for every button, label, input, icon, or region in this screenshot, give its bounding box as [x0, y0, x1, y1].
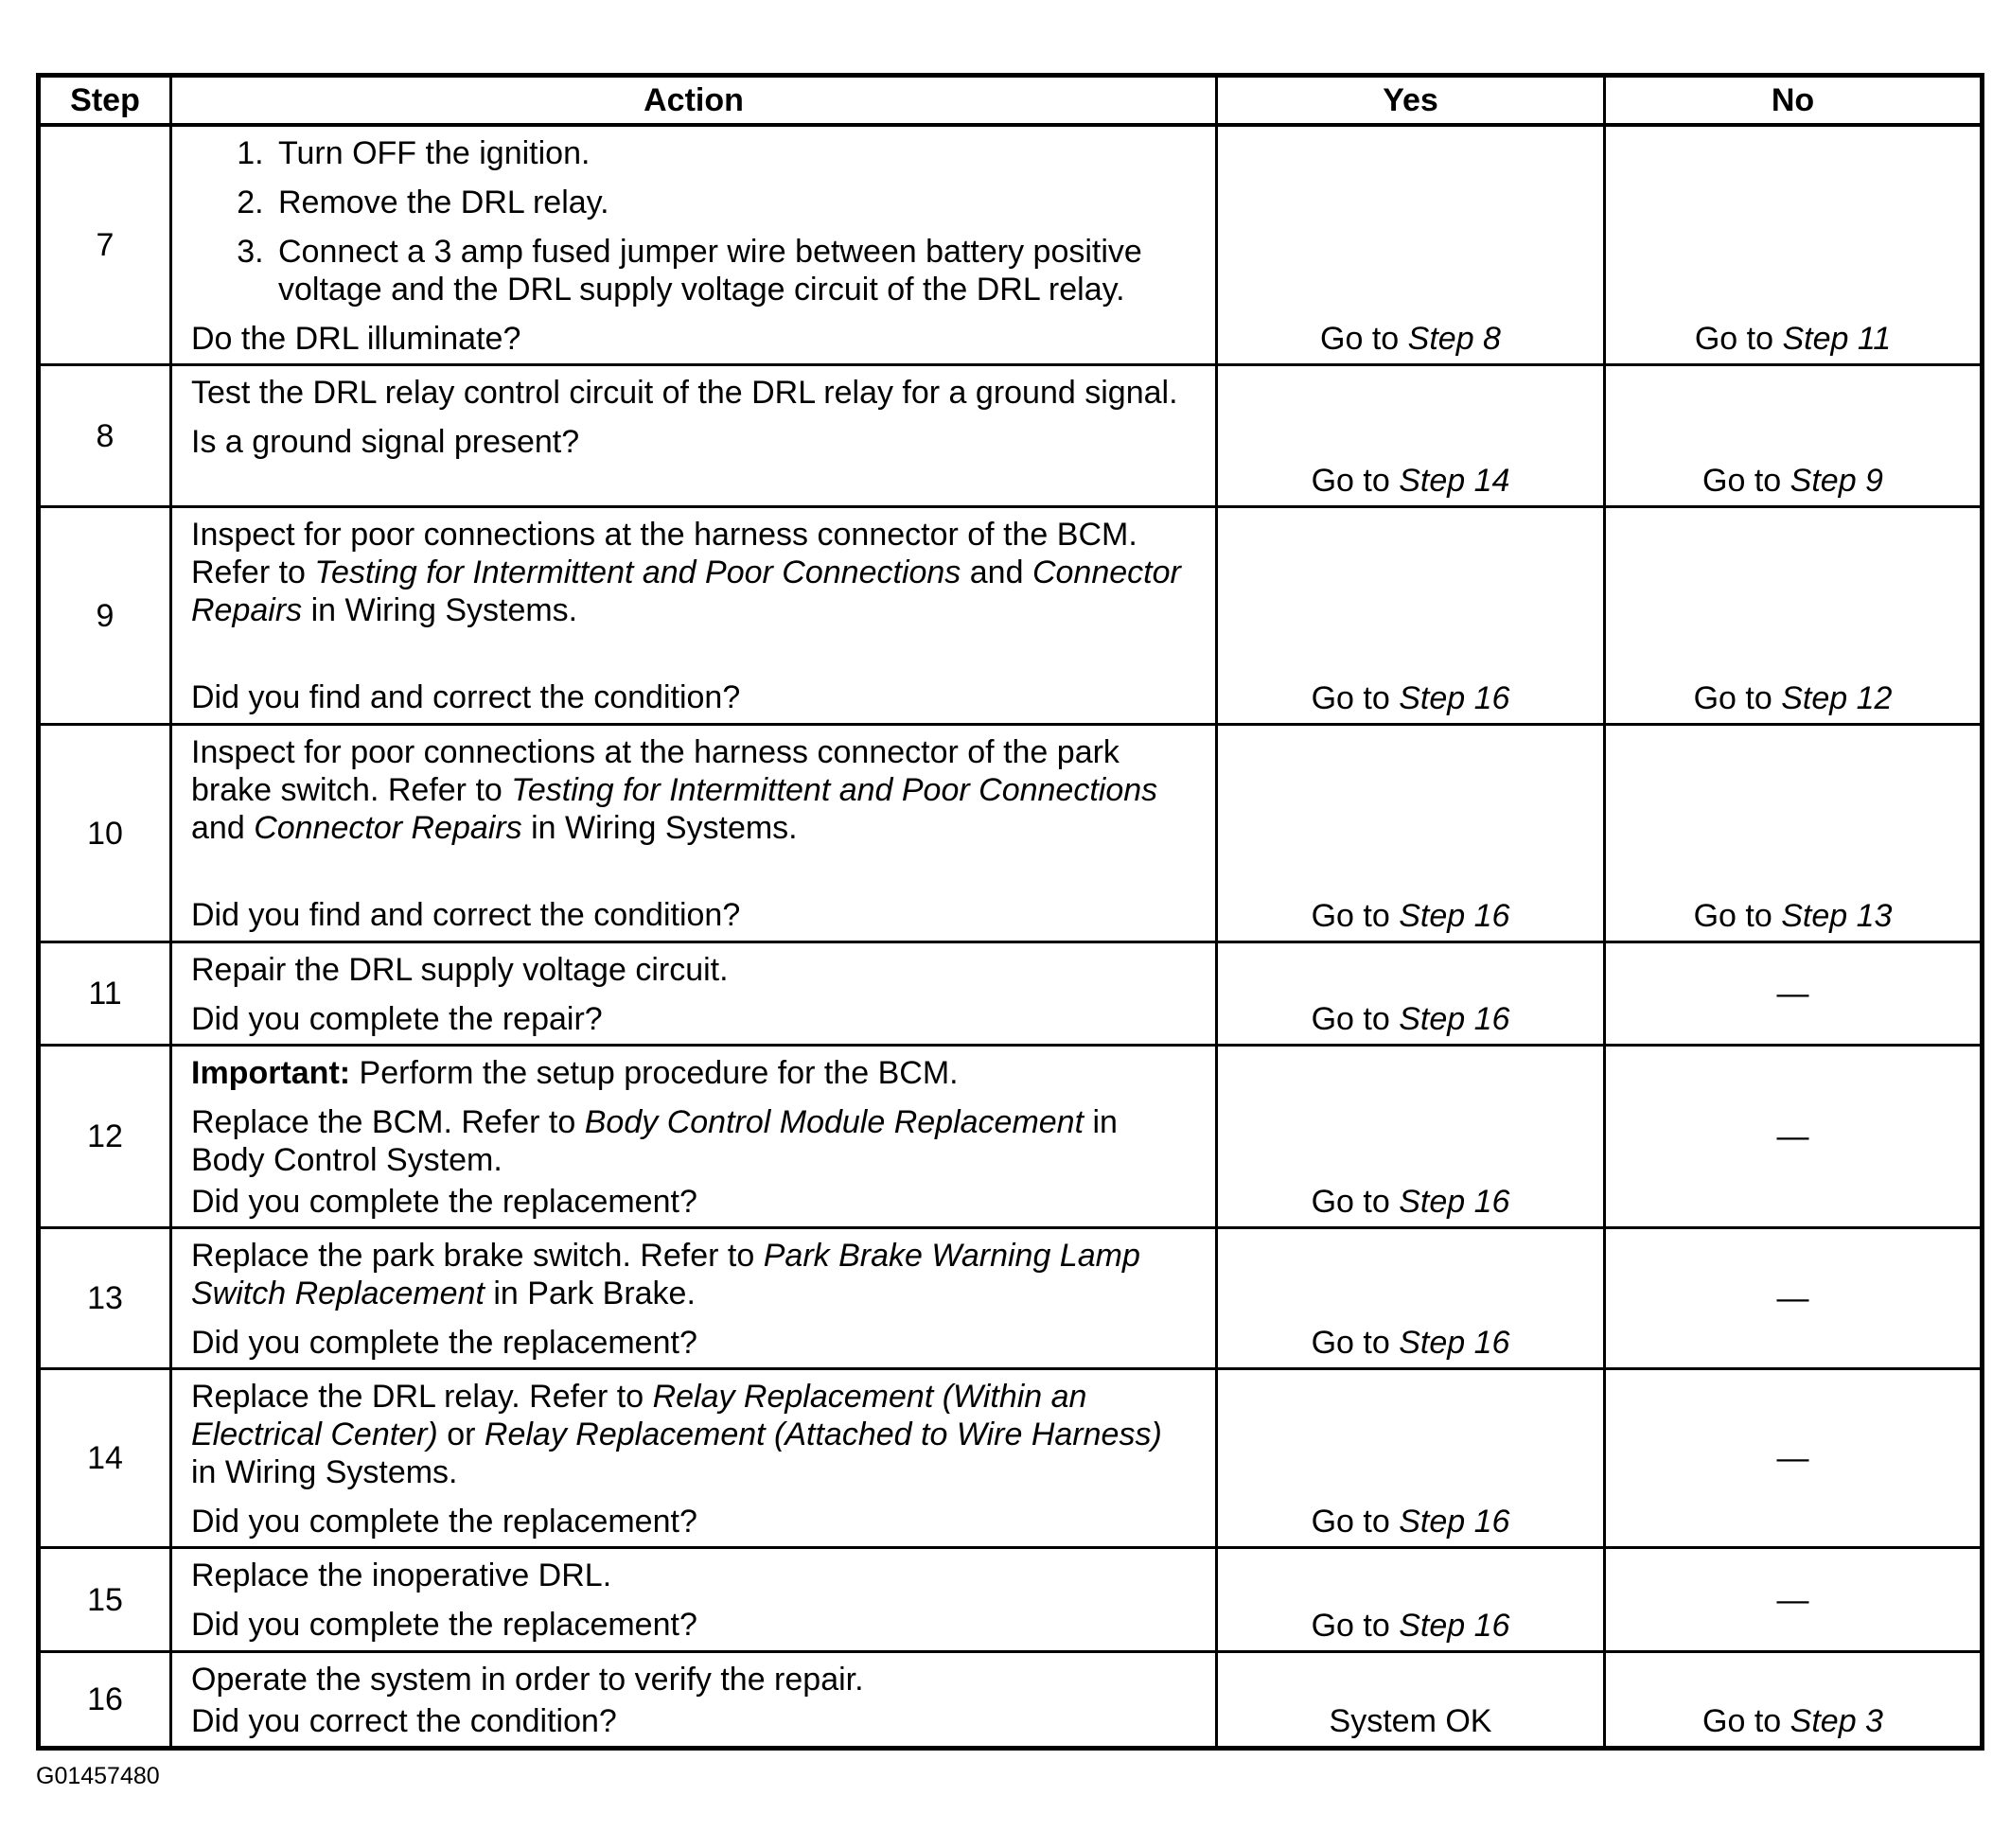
step-link[interactable]: Step 9	[1790, 463, 1883, 499]
diagnostic-table	[36, 73, 1984, 1751]
action-text-part: Replace the DRL relay. Refer to	[191, 1379, 644, 1415]
action-text-part: Inspect for poor connections at the harness connector of the BCM. Refer to	[191, 517, 1137, 590]
go-to-label: Go to	[1693, 680, 1772, 716]
action-text	[191, 516, 1192, 629]
table-row-step-8	[39, 365, 1983, 507]
action-step-item: 1. Turn OFF the ignition.	[273, 134, 1192, 172]
step-link[interactable]: Step 3	[1790, 1703, 1883, 1739]
step-link[interactable]: Step 8	[1407, 321, 1501, 357]
important-note	[191, 1054, 1192, 1092]
no-result	[1605, 1652, 1983, 1749]
action-step-item: 3. Connect a 3 amp fused jumper wire between battery positive voltage and the DRL supply voltage circuit of the DRL relay.	[273, 233, 1192, 308]
action-text-part: in Wiring Systems.	[531, 810, 798, 846]
action-text-part: and	[969, 554, 1024, 590]
step-link[interactable]: Step 16	[1399, 680, 1510, 716]
action-question: Did you complete the replacement?	[191, 1184, 697, 1220]
table-row-step-15	[39, 1548, 1983, 1652]
table-row-step-10	[39, 725, 1983, 942]
go-to-label: Go to	[1702, 463, 1782, 499]
step-link[interactable]: Step 16	[1399, 1504, 1510, 1540]
system-ok-result: System OK	[1329, 1703, 1492, 1739]
manual-reference[interactable]: Connector Repairs	[191, 554, 1181, 628]
action-question: Is a ground signal present?	[191, 424, 580, 460]
yes-result	[1217, 507, 1605, 725]
header-no: No	[1605, 76, 1983, 125]
go-to-label: Go to	[1311, 1325, 1390, 1361]
step-number: 11	[39, 942, 171, 1046]
header-action: Action	[171, 76, 1217, 125]
action-step-item: 2. Remove the DRL relay.	[273, 184, 1192, 221]
yes-result	[1217, 1548, 1605, 1652]
manual-reference[interactable]: Park Brake Warning Lamp Switch Replacement	[191, 1238, 1140, 1311]
action-text-part: and	[191, 810, 245, 846]
action-cell	[171, 1369, 1217, 1548]
go-to-label: Go to	[1693, 898, 1772, 934]
step-link[interactable]: Step 12	[1781, 680, 1893, 716]
step-link[interactable]: Step 16	[1399, 1325, 1510, 1361]
go-to-label: Go to	[1311, 1504, 1390, 1540]
manual-reference[interactable]: Relay Replacement (Within an Electrical Center)	[191, 1379, 1087, 1452]
manual-reference[interactable]: Testing for Intermittent and Poor Connections	[511, 772, 1158, 808]
yes-result	[1217, 1652, 1605, 1749]
manual-reference[interactable]: Testing for Intermittent and Poor Connections	[314, 554, 961, 590]
action-question: Did you find and correct the condition?	[191, 897, 741, 933]
action-text	[191, 1237, 1192, 1312]
step-link[interactable]: Step 11	[1782, 321, 1892, 357]
step-number: 7	[39, 125, 171, 365]
no-result	[1605, 125, 1983, 365]
go-to-label: Go to	[1311, 463, 1390, 499]
step-link[interactable]: Step 16	[1399, 898, 1510, 934]
action-text-part: in Park Brake.	[493, 1276, 696, 1311]
action-text	[191, 733, 1192, 847]
go-to-label: Go to	[1311, 1184, 1390, 1220]
table-row-step-7	[39, 125, 1983, 365]
go-to-label: Go to	[1311, 1001, 1390, 1037]
step-link[interactable]: Step 16	[1399, 1001, 1510, 1037]
table-row-step-11	[39, 942, 1983, 1046]
action-question: Did you find and correct the condition?	[191, 679, 741, 715]
table-row-step-16	[39, 1652, 1983, 1749]
go-to-label: Go to	[1694, 321, 1774, 357]
step-number: 12	[39, 1046, 171, 1228]
no-result-dash: —	[1605, 1369, 1983, 1548]
go-to-label: Go to	[1311, 1608, 1390, 1644]
action-question: Did you complete the repair?	[191, 1001, 603, 1037]
no-result	[1605, 365, 1983, 507]
action-text-part: in Wiring Systems.	[310, 592, 578, 628]
step-number: 14	[39, 1369, 171, 1548]
step-link[interactable]: Step 14	[1399, 463, 1510, 499]
action-text: Test the DRL relay control circuit of the DRL relay for a ground signal.	[191, 375, 1178, 411]
step-link[interactable]: Step 16	[1399, 1184, 1510, 1220]
header-step: Step	[39, 76, 171, 125]
step-link[interactable]: Step 16	[1399, 1608, 1510, 1644]
header-yes: Yes	[1217, 76, 1605, 125]
go-to-label: Go to	[1311, 680, 1390, 716]
no-result	[1605, 725, 1983, 942]
action-cell	[171, 942, 1217, 1046]
step-number: 13	[39, 1228, 171, 1369]
table-row-step-12	[39, 1046, 1983, 1228]
yes-result	[1217, 1369, 1605, 1548]
important-label: Important:	[191, 1055, 351, 1091]
header-row	[39, 76, 1983, 125]
action-text-part: Replace the park brake switch. Refer to	[191, 1238, 755, 1274]
action-question: Did you complete the replacement?	[191, 1325, 697, 1361]
manual-reference[interactable]: Body Control Module Replacement	[584, 1104, 1084, 1140]
yes-result	[1217, 1046, 1605, 1228]
table-row-step-9	[39, 507, 1983, 725]
yes-result	[1217, 1228, 1605, 1369]
yes-result	[1217, 725, 1605, 942]
action-cell	[171, 507, 1217, 725]
step-link[interactable]: Step 13	[1781, 898, 1893, 934]
action-question: Did you complete the replacement?	[191, 1504, 697, 1540]
action-cell	[171, 1228, 1217, 1369]
action-question: Did you correct the condition?	[191, 1703, 617, 1739]
go-to-label: Go to	[1320, 321, 1400, 357]
action-cell	[171, 365, 1217, 507]
yes-result	[1217, 125, 1605, 365]
step-number: 16	[39, 1652, 171, 1749]
action-text-part: Replace the BCM. Refer to	[191, 1104, 576, 1140]
yes-result	[1217, 365, 1605, 507]
go-to-label: Go to	[1702, 1703, 1782, 1739]
step-number: 8	[39, 365, 171, 507]
no-result-dash: —	[1605, 1228, 1983, 1369]
step-number: 10	[39, 725, 171, 942]
no-result-dash: —	[1605, 1046, 1983, 1228]
step-number: 15	[39, 1548, 171, 1652]
action-text: Operate the system in order to verify the repair.	[191, 1662, 864, 1698]
table-row-step-13	[39, 1228, 1983, 1369]
document-id: G01457480	[36, 1763, 160, 1789]
action-text	[191, 1378, 1192, 1491]
action-question: Did you complete the replacement?	[191, 1607, 697, 1643]
manual-reference[interactable]: Relay Replacement (Attached to Wire Harness)	[484, 1417, 1162, 1452]
action-text-part: or	[447, 1417, 476, 1452]
yes-result	[1217, 942, 1605, 1046]
table-row-step-14	[39, 1369, 1983, 1548]
action-text: Replace the inoperative DRL.	[191, 1558, 612, 1593]
action-cell	[171, 1046, 1217, 1228]
action-question: Do the DRL illuminate?	[191, 320, 521, 357]
action-text-part: Inspect for poor connections at the harness connector of the park brake switch. Refer to	[191, 734, 1120, 808]
action-cell	[171, 1548, 1217, 1652]
action-cell	[171, 125, 1217, 365]
important-text: Perform the setup procedure for the BCM.	[359, 1055, 959, 1091]
action-text: Repair the DRL supply voltage circuit.	[191, 952, 729, 988]
no-result-dash: —	[1605, 942, 1983, 1046]
manual-reference[interactable]: Connector Repairs	[254, 810, 522, 846]
action-text	[191, 1103, 1192, 1179]
action-text-part: in Wiring Systems.	[191, 1454, 458, 1490]
no-result-dash: —	[1605, 1548, 1983, 1652]
action-cell	[171, 725, 1217, 942]
go-to-label: Go to	[1311, 898, 1390, 934]
no-result	[1605, 507, 1983, 725]
step-number: 9	[39, 507, 171, 725]
action-cell	[171, 1652, 1217, 1749]
action-text-part: in Body Control System.	[191, 1104, 1118, 1178]
action-steps-list	[191, 134, 1192, 308]
